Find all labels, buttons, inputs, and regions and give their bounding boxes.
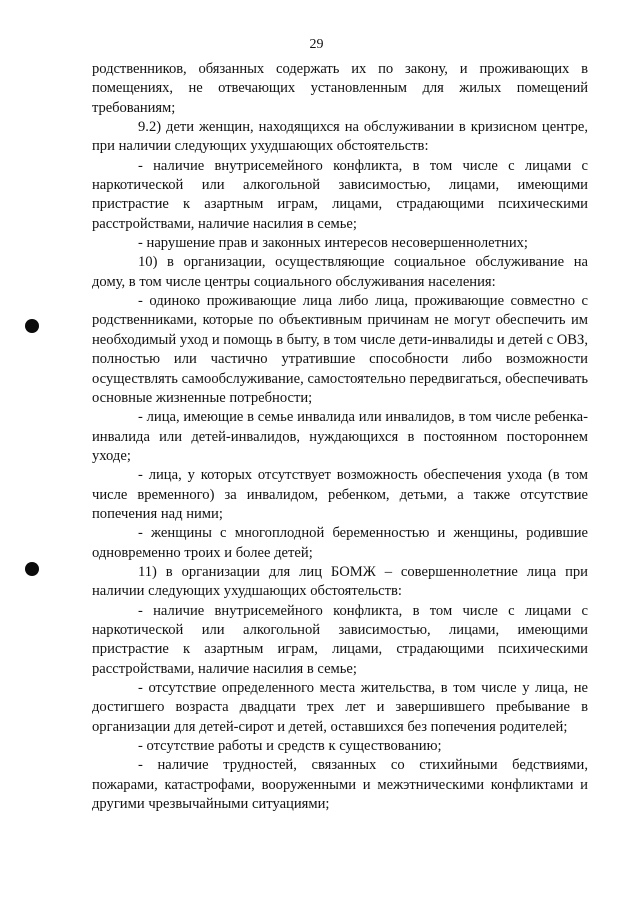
- paragraph-family-conflict: - наличие внутрисемейного конфликта, в том числе с лицами с наркотической или алкогольной зависимостью, лицами, имеющими пристрастие к азартным играм, лицами, страдающими психическими расстройствами, наличие насилия в семье;: [92, 157, 588, 232]
- paragraph-item-10: 10) в организации, осуществляющие социальное обслуживание на дому, в том числе центры социального обслуживания населения:: [92, 254, 588, 290]
- paragraph-no-work: - отсутствие работы и средств к существованию;: [138, 738, 442, 755]
- paragraph-minor-rights: - нарушение прав и законных интересов несовершеннолетних;: [138, 235, 528, 252]
- page-number: 29: [309, 37, 324, 52]
- paragraph-family-conflict-adults: - наличие внутрисемейного конфликта, в том числе с лицами с наркотической или алкогольной зависимостью, лицами, имеющими пристрастие к азартным играм, лицами, страдающими психическими расстройствами, наличие насилия в семье;: [92, 602, 588, 677]
- paragraph-disasters: - наличие трудностей, связанных со стихийными бедствиями, пожарами, катастрофами, вооруженными и межэтническими конфликтами и другими чрезвычайными ситуациями;: [92, 757, 588, 813]
- paragraph-item-11: 11) в организации для лиц БОМЖ – совершеннолетние лица при наличии следующих ухудшающих обстоятельств:: [92, 563, 588, 600]
- paragraph-no-residence: - отсутствие определенного места жительства, в том числе у лица, не достигшего возраста двадцати трех лет и завершившего пребывание в организации для детей-сирот и детей, оставшихся без попечения родителей;: [92, 680, 588, 735]
- paragraph-continuation: родственников, обязанных содержать их по закону, и проживающих в помещениях, не отвечающих установленным для жилых помещений требованиям;: [92, 61, 588, 116]
- punch-hole-bottom: [25, 562, 39, 576]
- paragraph-family-with-disabled: - лица, имеющие в семье инвалида или инвалидов, в том числе ребенка-инвалида или детей-инвалидов, нуждающихся в постоянном постороннем уходе;: [92, 409, 588, 464]
- paragraph-multiple-birth: - женщины с многоплодной беременностью и женщины, родившие одновременно троих и более детей;: [92, 525, 588, 561]
- punch-hole-top: [25, 319, 39, 333]
- paragraph-item-9-2: 9.2) дети женщин, находящихся на обслуживании в кризисном центре, при наличии следующих ухудшающих обстоятельств:: [92, 119, 588, 155]
- document-body: [92, 60, 588, 814]
- paragraph-lonely-persons: - одиноко проживающие лица либо лица, проживающие совместно с родственниками, которые по объективным причинам не могут обеспечить им необходимый уход и помощь в быту, в том числе дети-инвалиды и детей с ОВЗ, полностью или частично утратившие способности либо возможности осуществлять самообслуживание, самостоятельно передвигаться, обеспечивать основные жизненные потребности;: [92, 293, 588, 406]
- paragraph-no-care-option: - лица, у которых отсутствует возможность обеспечения ухода (в том числе временного) за инвалидом, ребенком, детьми, а также отсутствие попечения над ними;: [92, 467, 588, 522]
